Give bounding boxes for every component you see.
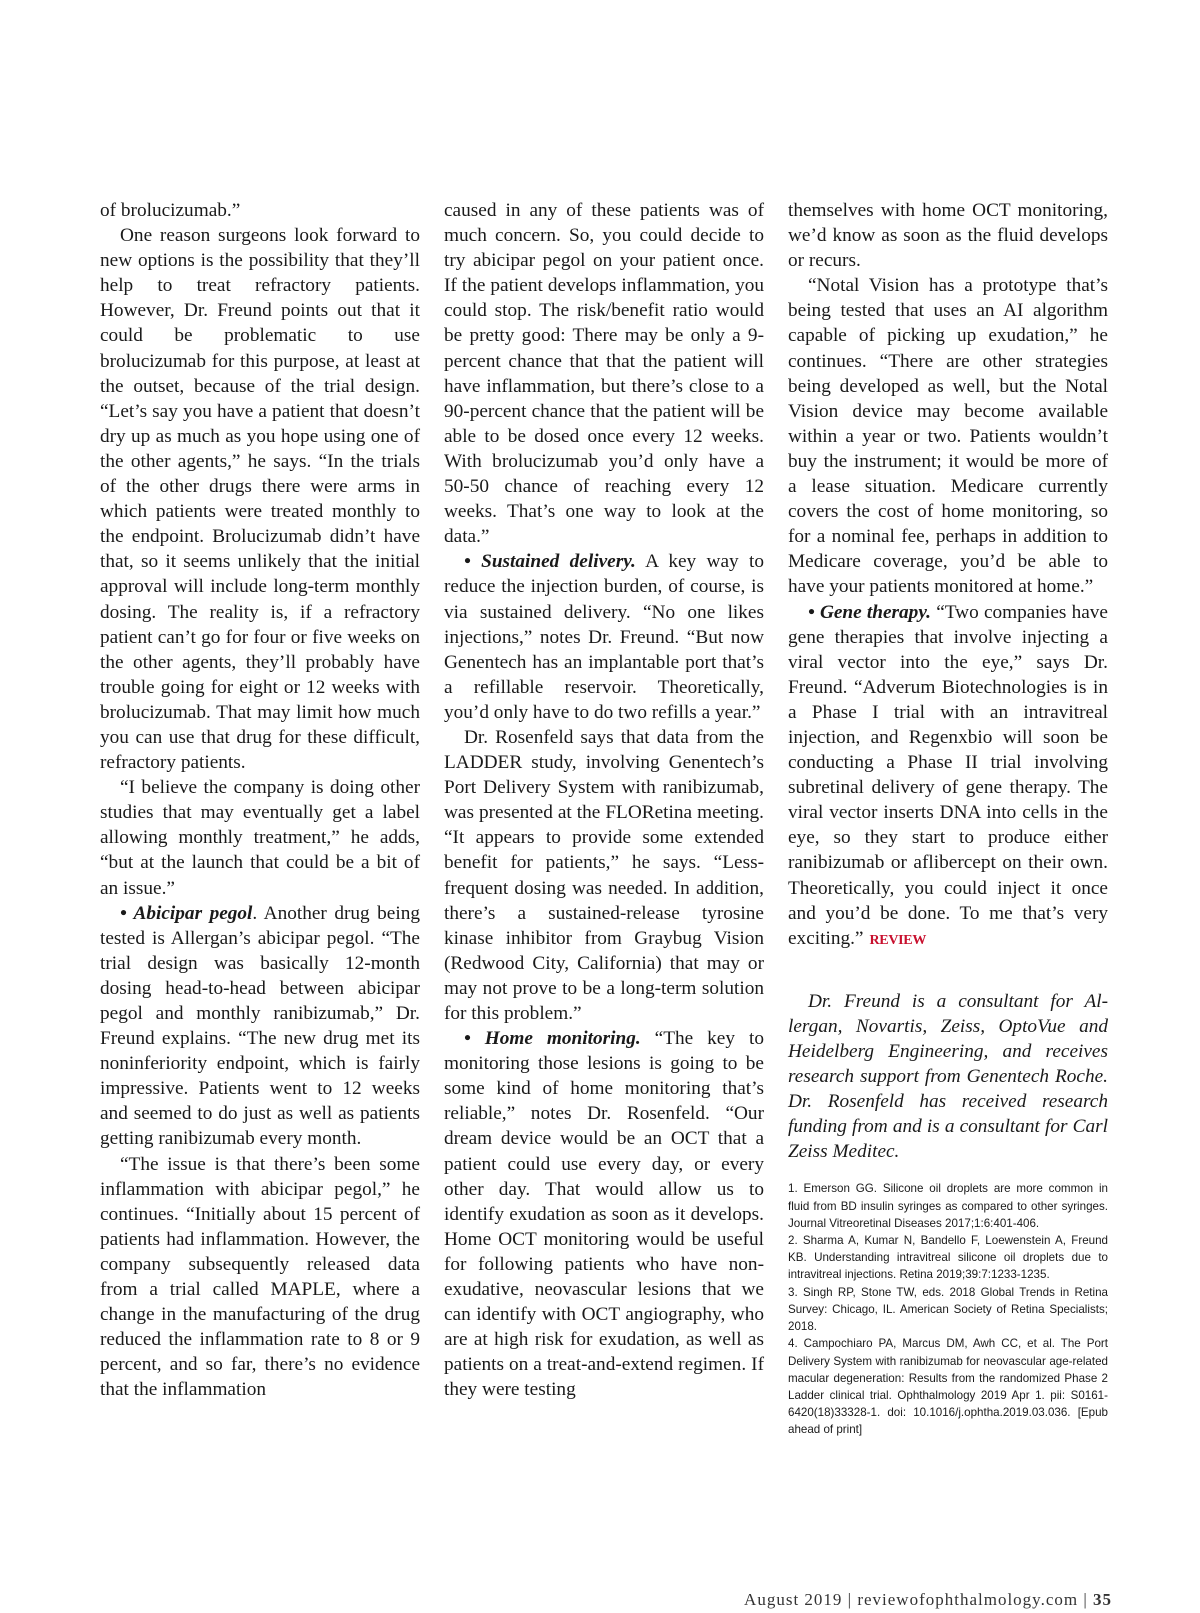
website-link[interactable]: reviewofophthalmology.com [857,1590,1079,1609]
issue-date: August 2019 [744,1590,843,1609]
article-column-3 [788,198,1108,1439]
paragraph: “The issue is that there’s been some inflammation with abicipar pegol,” he continues. “Initially about 15 percent of patients had inflammation. However, the company subsequently released data from a trial called MAPLE, where a change in the manufacturing of the drug reduced the inflammation rate to 8 or 9 percent, and so far, there’s no evidence that the inflammation [100,1153,420,1401]
subhead-home-monitoring: • Home monitoring. [464,1028,641,1050]
paragraph: • Sustained delivery. A key way to reduce the injection burden, of course, is via sustained delivery. “No one likes injections,” notes Dr. Freund. “But now Genentech has an implantable port that’s a refillable reservoir. Theoretically, you’d only have to do two refills a year.” [444,551,764,723]
reference-item: 2. Sharma A, Kumar N, Bandello F, Loewenstein A, Freund KB. Understanding intravitreal silicone oil droplets due to intravitreal injections. Retina 2019;39:7:1233-1235. [788,1234,1108,1282]
reference-item: 4. Campochiaro PA, Marcus DM, Awh CC, et al. The Port Delivery System with ranibizumab for neovascular age-related macular degeneration: Results from the randomized Phase 2 Ladder clinical trial. Ophthalmology 2019 Apr 1. pii: S0161-6420(18)33328-1. doi: 10.1016/j.ophtha.2019.03.036. [Epub ahead of print] [788,1337,1108,1437]
paragraph: caused in any of these patients was of much concern. So, you could decide to try abicipar pegol on your patient once. If the patient develops inflammation, you could stop. The risk/benefit ratio would be pretty good: There may be only a 9-percent chance that that the patient will have inflammation, but there’s close to a 90-percent chance that the patient will be able to be dosed once every 12 weeks. With brolucizumab you’d only have a 50-50 chance of reaching every 12 weeks. That’s one way to look at the data.” [444,200,764,548]
subhead-gene-therapy: • Gene therapy. [808,601,931,623]
review-end-mark: REVIEW [869,932,927,948]
paragraph: • Home monitoring. “The key to monitoring those lesions is going to be some kind of home monitoring that’s reliable,” notes Dr. Rosenfeld. “Our dream device would be an OCT that a patient could use every day, or every other day. That would allow us to identify exudation as soon as it develops. Home OCT monitoring would be useful for following patients who have non-exudative, neovascular lesions that we can identify with OCT angiography, who are at high risk for exudation, as well as patients on a treat-and-extend regimen. If they were testing [444,1028,764,1401]
paragraph: of brolucizumab.” [100,200,241,221]
footer-separator: | [1078,1590,1093,1609]
reference-item: 1. Emerson GG. Silicone oil droplets are more common in fluid from BD insulin syringes as compared to other syringes. Journal Vitreoretinal Diseases 2017;1:6:401-406. [788,1182,1108,1230]
paragraph: Dr. Rosenfeld says that data from the LADDER study, involving Genentech’s Port Delivery System with ranibizumab, was presented at the FLORetina meeting. “It appears to provide some extended benefit for patients,” he says. “Less-frequent dosing was needed. In addition, there’s a sustained-release tyrosine kinase inhibitor from Graybug Vision (Redwood City, California) that may or may not prove to be a long-term solution for this problem.” [444,726,764,1024]
paragraph: • Gene therapy. “Two companies have gene therapies that involve injecting a viral vector into the eye,” says Dr. Freund. “Adverum Biotechnologies is in a Phase I trial with an intravitreal injection, and Regenxbio will soon be conducting a Phase II trial involving subretinal delivery of gene therapy. The viral vector inserts DNA into cells in the eye, so they start to produce either ranibizumab or aflibercept on their own. Theoretically, you could inject it once and you’d be done. To me that’s very exciting.” REVIEW [788,601,1108,949]
paragraph: “Notal Vision has a prototype that’s being tested that uses an AI algorithm capable of picking up exudation,” he continues. “There are other strategies being developed as well, but the Notal Vision device may become available within a year or two. Patients wouldn’t buy the instrument; it would be more of a lease situation. Medicare currently covers the cost of home monitoring, so for a nominal fee, perhaps in addition to Medicare coverage, you’d be able to have your patients monitored at home.” [788,275,1108,598]
author-disclosure: Dr. Freund is a consultant for Allergan, Novartis, Zeiss, OptoVue and Heidelberg Engineering, and receives research support from Genentech Roche. Dr. Rosenfeld has received research funding from and is a consultant for Carl Zeiss Meditec. [788,990,1108,1163]
subhead-sustained-delivery: • Sustained delivery. [464,551,636,573]
article-column-2 [444,198,764,1403]
page-number: 35 [1093,1590,1112,1609]
paragraph: themselves with home OCT monitoring, we’d know as soon as the fluid develops or recurs. [788,200,1108,272]
footer-separator: | [842,1590,858,1609]
references-list [788,1180,1108,1438]
article-column-1 [100,198,420,1403]
subhead-abicipar-pegol: • Abicipar pegol [120,902,253,924]
paragraph: • Abicipar pegol. Another drug being tested is Allergan’s abicipar pegol. “The trial design was basically 12-month dosing head-to-head between abicipar pegol and monthly ranibizumab,” Dr. Freund explains. “The new drug met its noninferiority endpoint, which is fairly impressive. Patients went to 12 weeks and seemed to do just as well as patients getting ranibizumab every month. [100,902,420,1150]
paragraph: “I believe the company is doing other studies that may eventually get a label allowing monthly treatment,” he adds, “but at the launch that could be a bit of an issue.” [100,777,420,899]
page-footer [600,1590,1112,1610]
reference-item: 3. Singh RP, Stone TW, eds. 2018 Global Trends in Retina Survey: Chicago, IL. American Society of Retina Specialists; 2018. [788,1285,1108,1334]
paragraph: One reason surgeons look forward to new options is the possibility that they’ll help to treat refractory patients. However, Dr. Freund points out that it could be problematic to use brolucizumab for this purpose, at least at the outset, because of the trial design. “Let’s say you have a patient that doesn’t dry up as much as you hope using one of the other agents,” he says. “In the trials of the other drugs there were arms in which patients were treated monthly to the endpoint. Brolucizumab didn’t have that, so it seems unlikely that the initial approval will include long-term monthly dosing. The reality is, if a refractory patient can’t go for four or five weeks on the other agents, they’ll probably have trouble going for eight or 12 weeks with brolucizumab. That may limit how much you can use that drug for these difficult, refractory patients. [100,225,420,774]
